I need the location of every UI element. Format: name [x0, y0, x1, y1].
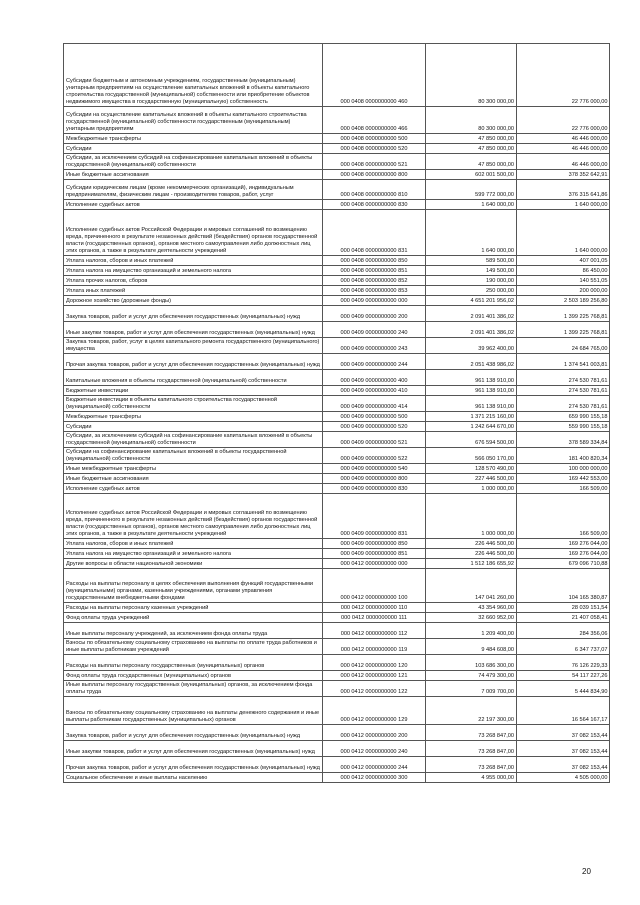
row-value-approved: 2 051 438 986,02 — [426, 354, 517, 370]
row-value-approved: 227 446 500,00 — [426, 474, 517, 484]
row-name: Закупка товаров, работ и услуг для обеспечения государственных (муниципальных) нужд — [64, 725, 323, 741]
row-value-approved: 1 000 000,00 — [426, 484, 517, 494]
row-value-approved: 961 138 910,00 — [426, 370, 517, 386]
table-row — [64, 681, 610, 697]
row-code: 000 0412 0000000000 120 — [322, 655, 426, 671]
row-name: Иные бюджетные ассигнования — [64, 170, 323, 180]
row-code: 000 0409 0000000000 520 — [322, 422, 426, 432]
row-name: Иные закупки товаров, работ и услуг для обеспечения государственных (муниципальных) нужд — [64, 322, 323, 338]
row-name: Взносы по обязательному социальному страхованию на выплаты денежного содержания и иные выплаты работникам государственных (муниципальных) органов — [64, 697, 323, 725]
row-name: Исполнение судебных актов — [64, 484, 323, 494]
row-code: 000 0409 0000000000 000 — [322, 296, 426, 306]
row-value-executed: 37 082 153,44 — [516, 741, 610, 757]
row-name: Другие вопросы в области национальной экономики — [64, 559, 323, 569]
row-code: 000 0409 0000000000 240 — [322, 322, 426, 338]
table-row — [64, 655, 610, 671]
row-name: Расходы на выплаты персоналу государственных (муниципальных) органов — [64, 655, 323, 671]
table-body — [64, 44, 610, 783]
row-value-executed: 140 551,05 — [516, 276, 610, 286]
row-value-executed: 86 450,00 — [516, 266, 610, 276]
row-name: Уплата налога на имущество организаций и земельного налога — [64, 266, 323, 276]
row-code: 000 0412 0000000000 111 — [322, 613, 426, 623]
table-row — [64, 286, 610, 296]
row-value-executed: 24 684 765,00 — [516, 338, 610, 354]
row-code: 000 0409 0000000000 540 — [322, 464, 426, 474]
table-row — [64, 107, 610, 134]
row-value-approved: 1 640 000,00 — [426, 200, 517, 210]
row-value-approved: 1 371 215 160,00 — [426, 412, 517, 422]
row-code: 000 0409 0000000000 400 — [322, 370, 426, 386]
row-value-approved: 43 354 960,00 — [426, 603, 517, 613]
row-name: Уплата иных платежей — [64, 286, 323, 296]
row-code: 000 0409 0000000000 830 — [322, 484, 426, 494]
row-name: Межбюджетные трансферты — [64, 412, 323, 422]
table-row — [64, 44, 610, 107]
row-value-approved: 190 000,00 — [426, 276, 517, 286]
row-code: 000 0412 0000000000 200 — [322, 725, 426, 741]
row-code: 000 0408 0000000000 850 — [322, 256, 426, 266]
row-code: 000 0408 0000000000 852 — [322, 276, 426, 286]
row-value-approved: 961 138 910,00 — [426, 386, 517, 396]
row-value-approved: 961 138 910,00 — [426, 396, 517, 412]
row-name: Прочая закупка товаров, работ и услуг для обеспечения государственных (муниципальных) нужд — [64, 354, 323, 370]
row-name: Бюджетные инвестиции — [64, 386, 323, 396]
table-row — [64, 266, 610, 276]
row-value-executed: 37 082 153,44 — [516, 725, 610, 741]
row-value-approved: 147 041 260,00 — [426, 569, 517, 603]
table-row — [64, 412, 610, 422]
table-row — [64, 432, 610, 448]
row-value-executed: 22 776 000,00 — [516, 44, 610, 107]
row-value-executed: 37 082 153,44 — [516, 757, 610, 773]
row-code: 000 0412 0000000000 121 — [322, 671, 426, 681]
row-name: Субсидии бюджетным и автономным учреждениям, государственным (муниципальным) унитарным предприятиям на осуществление капитальных вложений в объекты капитального строительства государственной (муниципальной) собственности или приобретение объектов недвижимого имущества в государственную (муниципальную) собственность — [64, 44, 323, 107]
row-value-executed: 169 276 044,00 — [516, 549, 610, 559]
row-code: 000 0412 0000000000 244 — [322, 757, 426, 773]
row-code: 000 0409 0000000000 200 — [322, 306, 426, 322]
table-row — [64, 559, 610, 569]
row-name: Фонд оплаты труда государственных (муниципальных) органов — [64, 671, 323, 681]
row-value-approved: 73 268 847,00 — [426, 757, 517, 773]
row-code: 000 0412 0000000000 000 — [322, 559, 426, 569]
row-value-approved: 2 091 401 386,02 — [426, 322, 517, 338]
table-row — [64, 484, 610, 494]
row-value-approved: 80 300 000,00 — [426, 107, 517, 134]
row-name: Субсидии на осуществление капитальных вложений в объекты капитального строительства государственной (муниципальной) собственности государственным (муниципальным) унитарным предприятиям — [64, 107, 323, 134]
row-value-executed: 1 374 541 003,81 — [516, 354, 610, 370]
row-value-approved: 226 446 500,00 — [426, 549, 517, 559]
row-value-approved: 39 962 400,00 — [426, 338, 517, 354]
table-row — [64, 306, 610, 322]
table-row — [64, 697, 610, 725]
table-row — [64, 180, 610, 200]
row-name: Исполнение судебных актов Российской Федерации и мировых соглашений по возмещению вреда, причиненного в результате незаконных действий (бездействия) органов государственной власти (государственных органов), органов местного самоуправления либо должностных лиц этих органов, а также в результате деятельности учреждений — [64, 210, 323, 256]
table-row — [64, 322, 610, 338]
row-value-executed: 46 446 000,00 — [516, 134, 610, 144]
table-row — [64, 613, 610, 623]
row-value-executed: 200 000,00 — [516, 286, 610, 296]
table-row — [64, 623, 610, 639]
row-name: Иные выплаты персоналу государственных (муниципальных) органов, за исключением фонда оплаты труда — [64, 681, 323, 697]
row-value-executed: 378 352 642,91 — [516, 170, 610, 180]
row-code: 000 0408 0000000000 853 — [322, 286, 426, 296]
row-name: Субсидии на софинансирование капитальных вложений в объекты государственной (муниципальной) собственности — [64, 448, 323, 464]
table-row — [64, 569, 610, 603]
row-value-executed: 659 990 155,18 — [516, 412, 610, 422]
row-value-approved: 4 955 000,00 — [426, 773, 517, 783]
row-value-executed: 6 347 737,07 — [516, 639, 610, 655]
table-row — [64, 639, 610, 655]
row-code: 000 0409 0000000000 522 — [322, 448, 426, 464]
row-code: 000 0408 0000000000 521 — [322, 154, 426, 170]
row-code: 000 0409 0000000000 850 — [322, 539, 426, 549]
row-value-approved: 602 001 500,00 — [426, 170, 517, 180]
budget-execution-table — [63, 43, 610, 783]
row-value-approved: 128 570 490,00 — [426, 464, 517, 474]
table-row — [64, 474, 610, 484]
row-value-executed: 54 117 227,26 — [516, 671, 610, 681]
row-code: 000 0408 0000000000 800 — [322, 170, 426, 180]
row-value-approved: 676 594 500,00 — [426, 432, 517, 448]
row-code: 000 0412 0000000000 100 — [322, 569, 426, 603]
row-value-executed: 46 446 000,00 — [516, 144, 610, 154]
row-name: Дорожное хозяйство (дорожные фонды) — [64, 296, 323, 306]
row-value-executed: 21 407 058,41 — [516, 613, 610, 623]
table-row — [64, 296, 610, 306]
row-name: Иные бюджетные ассигнования — [64, 474, 323, 484]
row-value-executed: 2 503 189 256,80 — [516, 296, 610, 306]
row-value-approved: 73 268 847,00 — [426, 725, 517, 741]
row-value-executed: 1 399 225 768,81 — [516, 322, 610, 338]
row-code: 000 0408 0000000000 460 — [322, 44, 426, 107]
row-value-approved: 1 000 000,00 — [426, 494, 517, 539]
row-value-approved: 47 850 000,00 — [426, 144, 517, 154]
row-value-approved: 80 300 000,00 — [426, 44, 517, 107]
row-value-approved: 47 850 000,00 — [426, 134, 517, 144]
table-row — [64, 210, 610, 256]
row-value-approved: 589 500,00 — [426, 256, 517, 266]
row-code: 000 0412 0000000000 112 — [322, 623, 426, 639]
row-code: 000 0409 0000000000 410 — [322, 386, 426, 396]
row-code: 000 0409 0000000000 243 — [322, 338, 426, 354]
table-row — [64, 773, 610, 783]
row-name: Социальное обеспечение и иные выплаты населению — [64, 773, 323, 783]
row-value-approved: 1 209 400,00 — [426, 623, 517, 639]
table-row — [64, 144, 610, 154]
row-code: 000 0409 0000000000 851 — [322, 549, 426, 559]
row-name: Расходы на выплаты персоналу казенных учреждений — [64, 603, 323, 613]
row-value-executed: 169 442 553,00 — [516, 474, 610, 484]
table-row — [64, 422, 610, 432]
row-value-executed: 104 165 380,87 — [516, 569, 610, 603]
row-name: Исполнение судебных актов Российской Федерации и мировых соглашений по возмещению вреда, причиненного в результате незаконных действий (бездействия) органов государственной власти (государственных органов), органов местного самоуправления либо должностных лиц этих органов, а также в результате деятельности учреждений — [64, 494, 323, 539]
row-value-executed: 181 400 820,34 — [516, 448, 610, 464]
table-row — [64, 256, 610, 266]
row-code: 000 0409 0000000000 521 — [322, 432, 426, 448]
row-value-executed: 284 356,06 — [516, 623, 610, 639]
row-value-approved: 599 772 000,00 — [426, 180, 517, 200]
row-value-approved: 73 268 847,00 — [426, 741, 517, 757]
row-code: 000 0408 0000000000 810 — [322, 180, 426, 200]
table-row — [64, 338, 610, 354]
row-name: Уплата налогов, сборов и иных платежей — [64, 539, 323, 549]
row-code: 000 0408 0000000000 831 — [322, 210, 426, 256]
row-name: Субсидии юридическим лицам (кроме некоммерческих организаций), индивидуальным предпринимателям, физическим лицам - производителям товаров, работ, услуг — [64, 180, 323, 200]
row-value-executed: 376 315 641,86 — [516, 180, 610, 200]
row-value-executed: 1 640 000,00 — [516, 200, 610, 210]
row-value-executed: 1 640 000,00 — [516, 210, 610, 256]
row-code: 000 0409 0000000000 500 — [322, 412, 426, 422]
table-row — [64, 276, 610, 286]
row-value-approved: 22 197 300,00 — [426, 697, 517, 725]
row-name: Расходы на выплаты персоналу в целях обеспечения выполнения функций государственными (муниципальными) органами, казенными учреждениями, органами управления государственными внебюджетными фондами — [64, 569, 323, 603]
row-value-executed: 679 096 710,88 — [516, 559, 610, 569]
row-name: Капитальные вложения в объекты государственной (муниципальной) собственности — [64, 370, 323, 386]
row-name: Закупка товаров, работ, услуг в целях капитального ремонта государственного (муниципального) имущества — [64, 338, 323, 354]
row-name: Прочая закупка товаров, работ и услуг для обеспечения государственных (муниципальных) нужд — [64, 757, 323, 773]
row-name: Иные закупки товаров, работ и услуг для обеспечения государственных (муниципальных) нужд — [64, 741, 323, 757]
row-name: Субсидии — [64, 422, 323, 432]
row-name: Субсидии — [64, 144, 323, 154]
row-value-approved: 2 091 401 386,02 — [426, 306, 517, 322]
row-name: Исполнение судебных актов — [64, 200, 323, 210]
row-value-executed: 22 776 000,00 — [516, 107, 610, 134]
table-row — [64, 539, 610, 549]
row-value-executed: 166 509,00 — [516, 484, 610, 494]
row-code: 000 0409 0000000000 414 — [322, 396, 426, 412]
table-row — [64, 154, 610, 170]
table-row — [64, 386, 610, 396]
row-code: 000 0412 0000000000 110 — [322, 603, 426, 613]
row-value-executed: 16 564 167,17 — [516, 697, 610, 725]
row-name: Субсидии, за исключением субсидий на софинансирование капитальных вложений в объекты государственной (муниципальной) собственности — [64, 154, 323, 170]
table-row — [64, 134, 610, 144]
row-name: Межбюджетные трансферты — [64, 134, 323, 144]
row-value-executed: 28 039 151,54 — [516, 603, 610, 613]
row-value-executed: 274 530 781,61 — [516, 370, 610, 386]
row-value-approved: 9 484 608,00 — [426, 639, 517, 655]
row-value-approved: 7 009 700,00 — [426, 681, 517, 697]
row-name: Закупка товаров, работ и услуг для обеспечения государственных (муниципальных) нужд — [64, 306, 323, 322]
table-row — [64, 549, 610, 559]
row-code: 000 0412 0000000000 129 — [322, 697, 426, 725]
row-code: 000 0409 0000000000 831 — [322, 494, 426, 539]
row-code: 000 0408 0000000000 851 — [322, 266, 426, 276]
row-value-executed: 559 990 155,18 — [516, 422, 610, 432]
row-name: Фонд оплаты труда учреждений — [64, 613, 323, 623]
row-name: Уплата прочих налогов, сборов — [64, 276, 323, 286]
row-code: 000 0409 0000000000 800 — [322, 474, 426, 484]
row-value-approved: 226 446 500,00 — [426, 539, 517, 549]
page-number: 20 — [582, 867, 591, 876]
row-value-executed: 46 446 000,00 — [516, 154, 610, 170]
row-value-executed: 76 126 229,33 — [516, 655, 610, 671]
table-row — [64, 354, 610, 370]
row-name: Взносы по обязательному социальному страхованию на выплаты по оплате труда работников и иные выплаты работникам учреждений — [64, 639, 323, 655]
row-name: Уплата налогов, сборов и иных платежей — [64, 256, 323, 266]
table-row — [64, 396, 610, 412]
row-value-executed: 378 589 334,84 — [516, 432, 610, 448]
row-code: 000 0408 0000000000 830 — [322, 200, 426, 210]
row-value-executed: 274 530 781,61 — [516, 386, 610, 396]
table-row — [64, 757, 610, 773]
table-row — [64, 200, 610, 210]
row-code: 000 0408 0000000000 520 — [322, 144, 426, 154]
row-value-approved: 103 686 300,00 — [426, 655, 517, 671]
row-name: Иные межбюджетные трансферты — [64, 464, 323, 474]
row-value-approved: 1 640 000,00 — [426, 210, 517, 256]
row-code: 000 0412 0000000000 240 — [322, 741, 426, 757]
row-name: Иные выплаты персоналу учреждений, за исключением фонда оплаты труда — [64, 623, 323, 639]
row-value-executed: 1 399 225 768,81 — [516, 306, 610, 322]
table-row — [64, 370, 610, 386]
row-value-approved: 149 500,00 — [426, 266, 517, 276]
row-value-approved: 47 850 000,00 — [426, 154, 517, 170]
row-code: 000 0412 0000000000 122 — [322, 681, 426, 697]
row-name: Бюджетные инвестиции в объекты капитального строительства государственной (муниципальной) собственности — [64, 396, 323, 412]
row-value-approved: 250 000,00 — [426, 286, 517, 296]
table-row — [64, 741, 610, 757]
row-code: 000 0412 0000000000 300 — [322, 773, 426, 783]
row-value-executed: 4 505 000,00 — [516, 773, 610, 783]
row-value-approved: 74 479 300,00 — [426, 671, 517, 681]
row-value-approved: 1 512 186 655,92 — [426, 559, 517, 569]
row-value-executed: 5 444 834,90 — [516, 681, 610, 697]
row-code: 000 0408 0000000000 500 — [322, 134, 426, 144]
row-value-executed: 407 001,05 — [516, 256, 610, 266]
row-value-approved: 566 050 170,00 — [426, 448, 517, 464]
table-row — [64, 448, 610, 464]
table-row — [64, 671, 610, 681]
table-row — [64, 725, 610, 741]
row-value-approved: 32 660 952,00 — [426, 613, 517, 623]
row-code: 000 0409 0000000000 244 — [322, 354, 426, 370]
table-row — [64, 603, 610, 613]
row-name: Субсидии, за исключением субсидий на софинансирование капитальных вложений в объекты государственной (муниципальной) собственности — [64, 432, 323, 448]
table-row — [64, 464, 610, 474]
row-code: 000 0412 0000000000 119 — [322, 639, 426, 655]
row-value-approved: 4 651 201 956,02 — [426, 296, 517, 306]
row-value-executed: 166 509,00 — [516, 494, 610, 539]
table-row — [64, 494, 610, 539]
row-code: 000 0408 0000000000 466 — [322, 107, 426, 134]
row-name: Уплата налога на имущество организаций и земельного налога — [64, 549, 323, 559]
table-row — [64, 170, 610, 180]
row-value-executed: 274 530 781,61 — [516, 396, 610, 412]
row-value-executed: 169 276 044,00 — [516, 539, 610, 549]
row-value-executed: 100 000 000,00 — [516, 464, 610, 474]
row-value-approved: 1 242 644 670,00 — [426, 422, 517, 432]
